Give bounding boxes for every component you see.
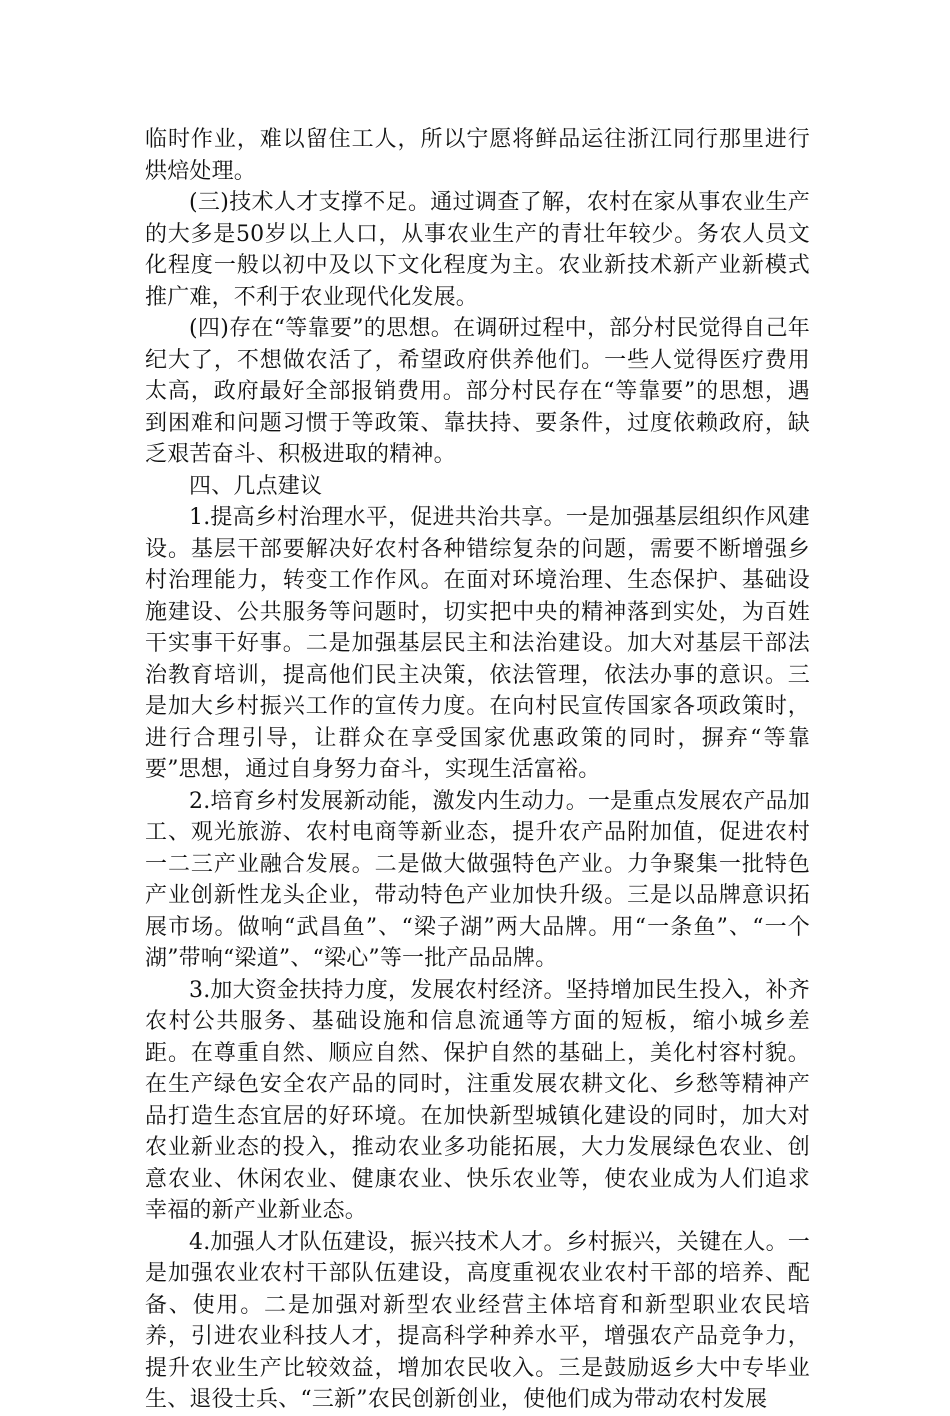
section-heading-suggestions: 四、几点建议 [189,473,323,499]
suggestion-1-paragraph: 1.提高乡村治理水平，促进共治共享。一是加强基层组织作风建设。基层干部要解决好农村各种错综复杂的问题，需要不断增强乡村治理能力，转变工作作风。在面对环境治理、生态保护、基础设施建设、公共服务等问题时，切实把中央的精神落到实处，为百姓干实事干好事。二是加强基层民主和法治建设。加大对基层干部法治教育培训，提高他们民主决策，依法管理，依法办事的意识。三是加大乡村振兴工作的宣传力度。在向村民宣传国家各项政策时，进行合理引导，让群众在享受国家优惠政策的同时，摒弃“等靠要”思想，通过自身努力奋斗，实现生活富裕。 [145,505,810,782]
suggestion-4-paragraph: 4.加强人才队伍建设，振兴技术人才。乡村振兴，关键在人。一是加强农业农村干部队伍建设，高度重视农业农村干部的培养、配备、使用。二是加强对新型农业经营主体培育和新型职业农民培养，引进农业科技人才，提高科学种养水平，增强农产品竞争力，提升农业生产比较效益，增加农民收入。三是鼓励返乡大中专毕业生、退役士兵、“三新”农民创新创业，使他们成为带动农村发展 [145,1229,810,1412]
suggestion-3-paragraph: 3.加大资金扶持力度，发展农村经济。坚持增加民生投入，补齐农村公共服务、基础设施和信息流通等方面的短板，缩小城乡差距。在尊重自然、顺应自然、保护自然的基础上，美化村容村貌。在生产绿色安全农产品的同时，注重发展农耕文化、乡愁等精神产品打造生态宜居的好环境。在加快新型城镇化建设的同时，加大对农业新业态的投入，推动农业多功能拓展，大力发展绿色农业、创意农业、休闲农业、健康农业、快乐农业等，使农业成为人们追求幸福的新产业新业态。 [145,977,810,1223]
document-body [145,124,810,1416]
paragraph-section-3: (三)技术人才支撑不足。通过调查了解，农村在家从事农业生产的大多是50岁以上人口，从事农业生产的青壮年较少。务农人员文化程度一般以初中及以下文化程度为主。农业新技术新产业新模式推广难，不利于农业现代化发展。 [145,190,810,310]
suggestion-2-paragraph: 2.培育乡村发展新动能，激发内生动力。一是重点发展农产品加工、观光旅游、农村电商等新业态，提升农产品附加值，促进农村一二三产业融合发展。二是做大做强特色产业。力争聚集一批特色产业创新性龙头企业，带动特色产业加快升级。三是以品牌意识拓展市场。做响“武昌鱼”、“梁子湖”两大品牌。用“一条鱼”、“一个湖”带响“梁道”、“梁心”等一批产品品牌。 [145,788,810,971]
paragraph-continuation: 临时作业，难以留住工人，所以宁愿将鲜品运往浙江同行那里进行烘焙处理。 [145,127,810,184]
paragraph-section-4: (四)存在“等靠要”的思想。在调研过程中，部分村民觉得自己年纪大了，不想做农活了，希望政府供养他们。一些人觉得医疗费用太高，政府最好全部报销费用。部分村民存在“等靠要”的思想，遇到困难和问题习惯于等政策、靠扶持、要条件，过度依赖政府，缺乏艰苦奋斗、积极进取的精神。 [145,316,810,467]
